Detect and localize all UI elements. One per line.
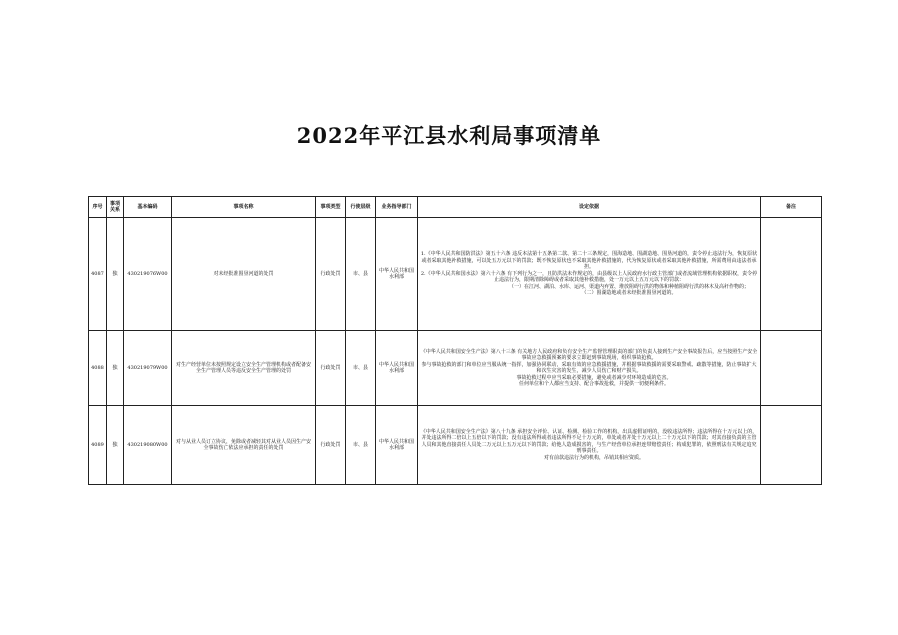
cell-level: 市、县 xyxy=(346,406,376,485)
cell-name: 对生产经营单位未按照规定设立安全生产管理机构或者配备安全生产管理人员等违反安全生产管理的处罚 xyxy=(172,331,316,406)
cell-dept: 中华人民共和国水利部 xyxy=(376,331,418,406)
header-name: 事项名称 xyxy=(172,197,316,218)
cell-code: 430219080W00 xyxy=(124,406,172,485)
cell-dept: 中华人民共和国水利部 xyxy=(376,218,418,331)
cell-basis xyxy=(418,331,761,406)
cell-relation: 独 xyxy=(107,331,124,406)
basis-paragraph: 事故抢救过程中应当采取必要措施，避免或者减少对环境造成的危害。 xyxy=(516,374,672,381)
basis-paragraph: 对有前款违法行为的机构，吊销其相应资质。 xyxy=(543,454,644,461)
cell-level: 市、县 xyxy=(346,331,376,406)
cell-dept: 中华人民共和国水利部 xyxy=(376,406,418,485)
header-remarks: 备注 xyxy=(761,197,822,218)
cell-remarks xyxy=(761,218,822,331)
cell-relation: 独 xyxy=(107,406,124,485)
cell-seq: 4087 xyxy=(89,218,107,331)
table-row xyxy=(89,406,822,485)
table-header-row xyxy=(89,197,822,218)
cell-code: 430219076W00 xyxy=(124,218,172,331)
cell-seq: 4088 xyxy=(89,331,107,406)
header-basis: 设定依据 xyxy=(418,197,761,218)
header-code: 基本编码 xyxy=(124,197,172,218)
basis-paragraph: （二）围湖造地或者未经批准围垦河道的。 xyxy=(581,290,677,297)
cell-basis xyxy=(418,406,761,485)
cell-name: 对与从业人员订立协议，免除或者减轻其对从业人员因生产安全事故伤亡依法应承担的责任的处罚 xyxy=(172,406,316,485)
table-row xyxy=(89,331,822,406)
header-seq: 序号 xyxy=(89,197,107,218)
header-dept: 业务指导部门 xyxy=(376,197,418,218)
cell-type: 行政处罚 xyxy=(316,331,346,406)
basis-paragraph: 1.《中华人民共和国防洪法》第五十六条 违反本法第十五条第二款、第二十三条规定，围海造地、围湖造地、围垦河道的，责令停止违法行为，恢复原状或者采取其他补救措施，可以处五万元以下的罚款；既不恢复原状也不采取其他补救措施的，代为恢复原状或者采取其他补救措施，所需费用由违法者承担。 xyxy=(420,251,758,271)
basis-paragraph: 任何单位和个人都应当支持、配合事故抢救，并提供一切便利条件。 xyxy=(518,381,669,387)
cell-remarks xyxy=(761,331,822,406)
page-title: 2022年平江县水利局事项清单 xyxy=(296,123,602,148)
cell-basis xyxy=(418,218,761,331)
header-type: 事项类型 xyxy=(316,197,346,218)
cell-name: 对未经批准围垦河道的处罚 xyxy=(172,218,316,331)
cell-relation: 独 xyxy=(107,218,124,331)
cell-code: 430219079W00 xyxy=(124,331,172,406)
basis-paragraph: 《中华人民共和国安全生产法》第八十三条 有关地方人民政府和负有安全生产监督管理职责的部门的负责人接到生产安全事故报告后，应当按照生产安全事故应急救援预案的要求立即赶到事故现场，组织事故抢救。 xyxy=(420,348,758,361)
table-row xyxy=(89,218,822,331)
cell-type: 行政处罚 xyxy=(316,406,346,485)
header-relation: 事项关系 xyxy=(107,197,124,218)
basis-paragraph: 《中华人民共和国安全生产法》第八十九条 承担安全评价、认证、检测、检验工作的机构，出具虚假证明的，没收违法所得；违法所得在十万元以上的，并处违法所得二倍以上五倍以下的罚款；没有违法所得或者违法所得不足十万元的，单处或者并处十万元以上二十万元以下的罚款；对其直接负责的主管人员和其他直接责任人员处二万元以上五万元以下的罚款；给他人造成损害的，与生产经营单位承担连带赔偿责任；构成犯罪的，依照刑法有关规定追究刑事责任。 xyxy=(420,428,758,455)
basis-paragraph: 2.《中华人民共和国水法》第六十六条 有下列行为之一，且防洪法未作规定的，由县级以上人民政府水行政主管部门或者流域管理机构依据职权，责令停止违法行为，限期清除障碍或者采取其他补救措施，处一万元以上五万元以下的罚款： xyxy=(420,270,758,284)
cell-type: 行政处罚 xyxy=(316,218,346,331)
cell-level: 市、县 xyxy=(346,218,376,331)
cell-remarks xyxy=(761,406,822,485)
cell-seq: 4089 xyxy=(89,406,107,485)
basis-paragraph: 参与事故抢救的部门和单位应当服从统一指挥，加强协同联动，采取有效的应急救援措施，并根据事故救援的需要采取警戒、疏散等措施，防止事故扩大和次生灾害的发生，减少人员伤亡和财产损失。 xyxy=(421,361,757,374)
matters-table xyxy=(88,196,822,485)
header-level: 行使层级 xyxy=(346,197,376,218)
basis-paragraph: （一）在江河、湖泊、水库、运河、渠道内弃置、堆放阻碍行洪的物体和种植阻碍行洪的林木及高秆作物的； xyxy=(508,283,749,290)
